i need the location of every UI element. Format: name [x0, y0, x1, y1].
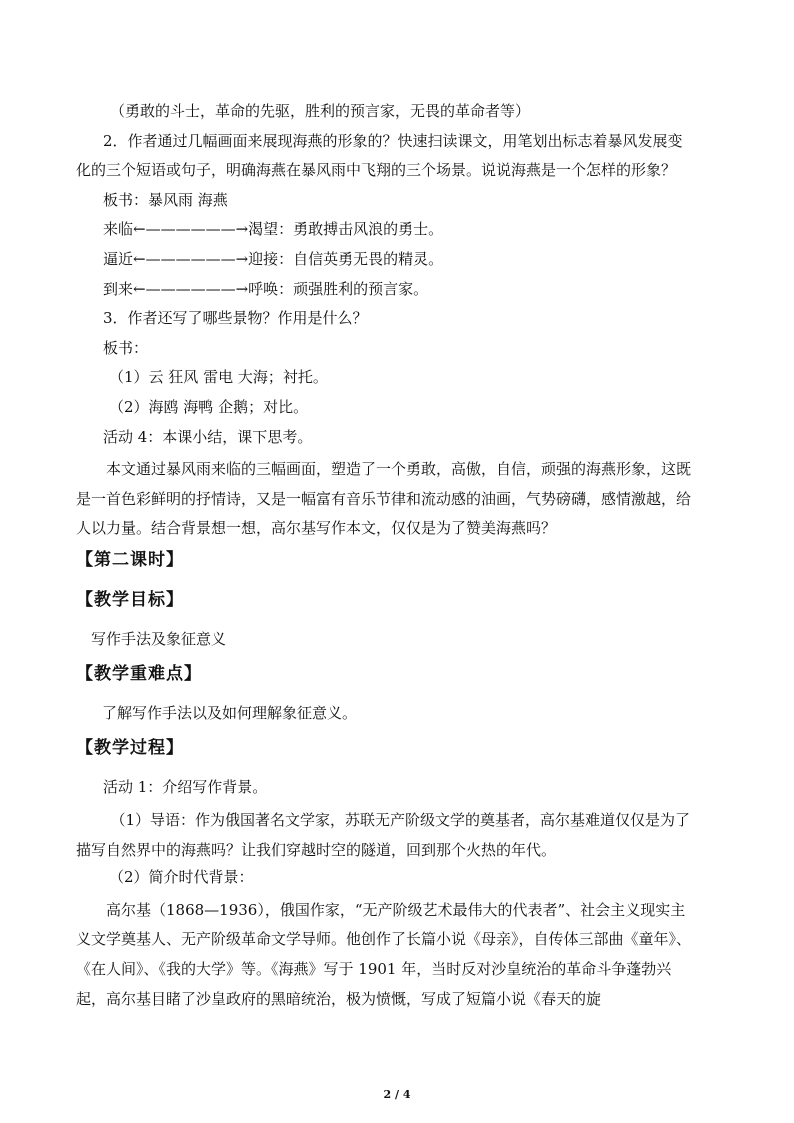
text-line: （2）海鸥 海鸭 企鹅；对比。	[109, 397, 309, 416]
text-line: 板书：暴风雨 海燕	[103, 190, 228, 209]
text-line: 来临←——————→渴望：勇敢搏击风浪的勇士。	[103, 220, 444, 239]
text-line: 化的三个短语或句子，明确海燕在暴风雨中飞翔的三个场景。说说海燕是一个怎样的形象？	[76, 161, 677, 180]
text-line: 活动 1：介绍写作背景。	[103, 778, 268, 797]
section-heading: 【教学目标】	[76, 590, 184, 611]
text-line: 写作手法及象征意义	[91, 630, 227, 649]
text-line: 3．作者还写了哪些景物？作用是什么？	[103, 309, 368, 328]
page-number: 2 / 4	[383, 1088, 411, 1101]
text-line: 活动 4：本课小结，课下思考。	[103, 427, 313, 446]
section-heading: 【教学重难点】	[76, 664, 202, 685]
text-line: （勇敢的斗士，革命的先驱，胜利的预言家，无畏的革命者等）	[110, 102, 531, 120]
text-line: 了解写作手法以及如何理解象征意义。	[102, 704, 358, 723]
text-line: 逼近←——————→迎接：自信英勇无畏的精灵。	[103, 249, 444, 268]
section-heading: 【教学过程】	[76, 738, 184, 759]
text-line: 到来←——————→呼唤：顽强胜利的预言家。	[103, 279, 429, 298]
text-line: （2）简介时代背景：	[109, 868, 254, 887]
background-paragraph: 高尔基（1868—1936），俄国作家，“无产阶级艺术最伟大的代表者”、社会主义现实主义文学奠基人、无产阶级革命文学导师。他创作了长篇小说《母亲》，自传体三部曲《童年》、《在人间》、《我的大学》等。《海燕》写于 1901 年，当时反对沙皇统治的革命斗争蓬勃兴起，高尔基目睹了沙皇政府的黑暗统治，极为愤慨，写成了短篇小说《春天的旋	[76, 900, 692, 1008]
section-heading: 【第二课时】	[76, 550, 184, 571]
page-body	[76, 100, 703, 1016]
text-line: 2．作者通过几幅画面来展现海燕的形象的？快速扫读课文，用笔划出标志着暴风发展变	[103, 131, 683, 150]
text-line: （1）云 狂风 雷电 大海；衬托。	[109, 368, 328, 387]
summary-paragraph: 本文通过暴风雨来临的三幅画面，塑造了一个勇敢，高傲，自信，顽强的海燕形象，这既是一首色彩鲜明的抒情诗，又是一幅富有音乐节律和流动感的油画，气势磅礴，感情激越，给人以力量。结合背景想一想，高尔基写作本文，仅仅是为了赞美海燕吗？	[76, 460, 692, 538]
text-line: 板书：	[103, 338, 149, 357]
intro-paragraph: （1）导语：作为俄国著名文学家，苏联无产阶级文学的奠基者，高尔基难道仅仅是为了描写自然界中的海燕吗？让我们穿越时空的隧道，回到那个火热的年代。	[76, 811, 691, 859]
